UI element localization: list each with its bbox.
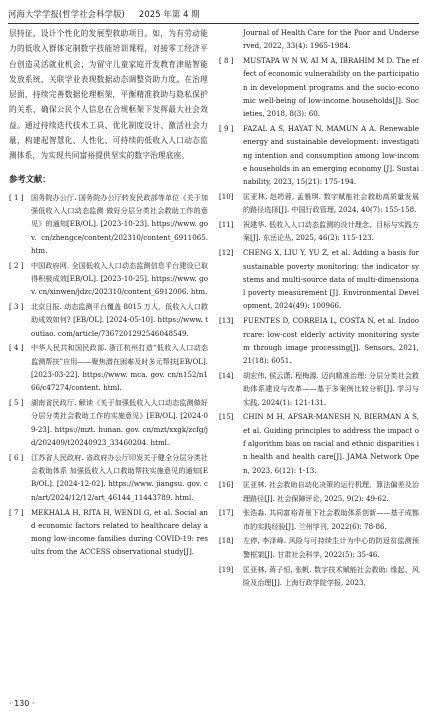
reference-item: [219, 246, 419, 312]
reference-text: 胡宏伟, 侯云潇, 程梅源. 迈向精准治理: 分层分类社会救助体系建设与改革——基于多案例比较分析[J]. 学习与实践, 2024(1): 121-131.: [243, 370, 419, 407]
reference-number: [18]: [219, 536, 234, 546]
reference-text: 国务院办公厅. 国务院办公厅转发民政部等单位《关于加强低收入人口动态监测 做好分层分类社会救助工作的意见》的通知[EB/OL]. [2023-10-23]. https://www. gov. cn/zhengce/content/202310/content_6911065. htm.: [31, 192, 208, 255]
reference-text: 左停, 李泽峰. 风险与可持续生计为中心的防返贫监测预警框架[J]. 甘肃社会科学, 2022(5): 35-46.: [243, 536, 419, 559]
right-column: [219, 26, 419, 694]
body-paragraph: 层特征，设计个性化的发展型救助项目。如，为有劳动能力的低收入群体定制数字技能培训课程，对接零工经济平台创造灵活就业机会；为留守儿童家庭开发教育津贴智能发放系统，关联学业表现数据动态调整资助力度。在治理层面，持续完善数据伦理框架，平衡精准救助与隐私保护的关系，确保公民个人信息在合规框架下发挥最大社会效益。通过持续迭代技术工具、优化制度设计、激活社会力量，构建起智慧化、人性化、可持续的低收入人口动态监测体系，为实现共同富裕提供坚实的数字治理底座。: [9, 29, 208, 161]
reference-item: [219, 218, 419, 245]
reference-item: [219, 563, 419, 590]
reference-text: 北京日报. 动态监测平台覆盖 8015 万人，低收入人口救助成效如何? [EB/OL]. [2024-05-10]. https://www. toutiao. com/article/7367201292546048549.: [31, 302, 208, 338]
reference-text: 匡亚林, 赵筠蓉, 孟雅琪. 数字赋能社会救助高质量发展的路径选择[J]. 中国行政管理, 2024, 40(7): 155-158.: [243, 192, 419, 215]
reference-text: FAZAL A S, HAYAT N, MAMUN A A. Renewable energy and sustainable development: investigating intention and consumption among low-income households in an emerging economy [J]. Sustainability, 2023, 15(21): 175-194.: [243, 124, 419, 187]
reference-item: [9, 259, 208, 299]
reference-text: 江苏省人民政府. 省政府办公厅印发关于健全分层分类社会救助体系 加强低收入人口救助帮扶实施意见的通知[EB/OL]. [2024-12-02]. https://www. jiangsu. gov. cn/art/2024/12/12/art_46144_11443789. html.: [31, 452, 208, 502]
reference-item: [9, 396, 208, 449]
running-header: [8, 6, 419, 22]
reference-item: [9, 506, 208, 559]
reference-number: [14]: [219, 370, 234, 380]
reference-item: [9, 341, 208, 394]
reference-text: 张浩淼. 共同富裕背景下社会救助体系创新——基于成都市的实践经验[J]. 兰州学刊, 2022(6): 78-86.: [243, 508, 419, 531]
reference-item: [219, 534, 419, 561]
reference-text: MEKHALA H, RITA H, WENDI G, et al. Social and economic factors related to healthcare delay among low-income families during COVID-19: results from the ACCESS observational study[J].: [31, 507, 208, 557]
reference-item: [219, 410, 419, 476]
reference-number: [ 7 ]: [9, 507, 24, 517]
reference-number: [219, 26, 243, 53]
reference-number: [10]: [219, 192, 234, 202]
reference-number: [11]: [219, 220, 234, 230]
reference-number: [15]: [219, 412, 234, 422]
reference-number: [ 1 ]: [9, 192, 24, 202]
reference-list-right: [219, 26, 419, 589]
reference-number: [ 5 ]: [9, 398, 24, 408]
reference-item: [9, 300, 208, 340]
reference-text: FUENTES D, CORREIA L, COSTA N, et al. Indoorcare: low-cost elderly activity monitoring system through image processing[J]. Sensors, 2021, 21(18): 6051.: [243, 316, 419, 366]
reference-item: [219, 314, 419, 367]
reference-number: [ 8 ]: [219, 56, 234, 66]
page-number: · 130 ·: [9, 699, 35, 708]
reference-item: [9, 451, 208, 504]
reference-number: [13]: [219, 316, 234, 326]
reference-item: [219, 54, 419, 120]
reference-text: 湖南省民政厅. 解读《关于加强低收入人口动态监测做好分层分类社会救助工作的实施意见》[EB/OL]. [2024-09-23]. https://mzt. hunan. gov. cn/mzt/xxgk/zcfg/jd/202409/t20240923_33460204. html.: [31, 398, 208, 448]
reference-item: [9, 191, 208, 257]
reference-item: [219, 369, 419, 409]
reference-number: [16]: [219, 480, 234, 490]
reference-number: [ 2 ]: [9, 260, 24, 270]
reference-item: [219, 506, 419, 533]
reference-text: 中华人民共和国民政部. 浙江杭州打造“低收入人口动态监测帮扶”应用——聚焦潜在困难及时多元帮扶[EB/OL]. [2023-03-22]. https://www. mca. gov. cn/n152/n166/c47274/content. html.: [31, 343, 208, 393]
reference-number: [12]: [219, 248, 234, 258]
reference-item: [219, 190, 419, 217]
reference-text: Journal of Health Care for the Poor and Underserved, 2022, 33(4): 1965-1984.: [243, 28, 419, 51]
journal-name: 河海大学学报(哲学社会科学版): [8, 9, 125, 19]
references-heading: 参考文献：: [9, 173, 51, 184]
reference-list-left: [9, 191, 208, 559]
header-rule: [8, 23, 419, 24]
reference-item: [219, 26, 419, 53]
reference-number: [ 3 ]: [9, 302, 24, 312]
reference-number: [ 6 ]: [9, 452, 24, 462]
reference-text: 中国政府网. 全国低收入人口动态监测信息平台建设已取得积极成效[EB/OL]. [2023-10-25]. https://www. gov. cn/xinwen/jdzc/202310/content_6912006. htm.: [31, 260, 208, 297]
issue-number: 2025 年第 4 期: [138, 9, 200, 19]
reference-item: [219, 478, 419, 505]
reference-number: [ 4 ]: [9, 343, 24, 353]
reference-item: [219, 122, 419, 188]
reference-text: CHENG X, LIU Y, YU Z, et al. Adding a basis for sustainable poverty monitoring: the indicator systems and multi-source data of multi-dimensional poverty measurement [J]. Environmental Development, 2024(49): 100966.: [243, 248, 419, 311]
reference-text: 匡亚林. 社会救助自动化决策的运行机理、算法偏差及治理路径[J]. 社会保障评论, 2025, 9(2): 49-62.: [243, 480, 419, 503]
left-column: [9, 26, 208, 694]
reference-number: [ 9 ]: [219, 124, 234, 134]
reference-number: [17]: [219, 508, 234, 518]
reference-text: 祝建华. 低收入人口动态监测的设计理念、目标与实践方案[J]. 东岳论丛, 2025, 46(2): 115-123.: [243, 220, 419, 243]
reference-text: 匡亚林, 蒋子恒, 张帆. 数字技术赋能社会救助: 缘起、风险及治理[J]. 上海行政学院学报, 2023,: [243, 564, 419, 587]
reference-number: [19]: [219, 564, 234, 574]
reference-text: MUSTAPA W N W, AI M A, IBRAHIM M D. The effect of economic vulnerability on the participation in development programs and the socio-economic well-being of low-income households[J]. Societies, 2018, 8(3): 60.: [243, 56, 419, 119]
reference-text: CHIN M H, AFSAR-MANESH N, BIERMAN A S, et al. Guiding principles to address the impact of algorithm bias on racial and ethnic disparities in health and health care[J]. JAMA Network Open, 2023, 6(12): 1-13.: [243, 412, 419, 475]
